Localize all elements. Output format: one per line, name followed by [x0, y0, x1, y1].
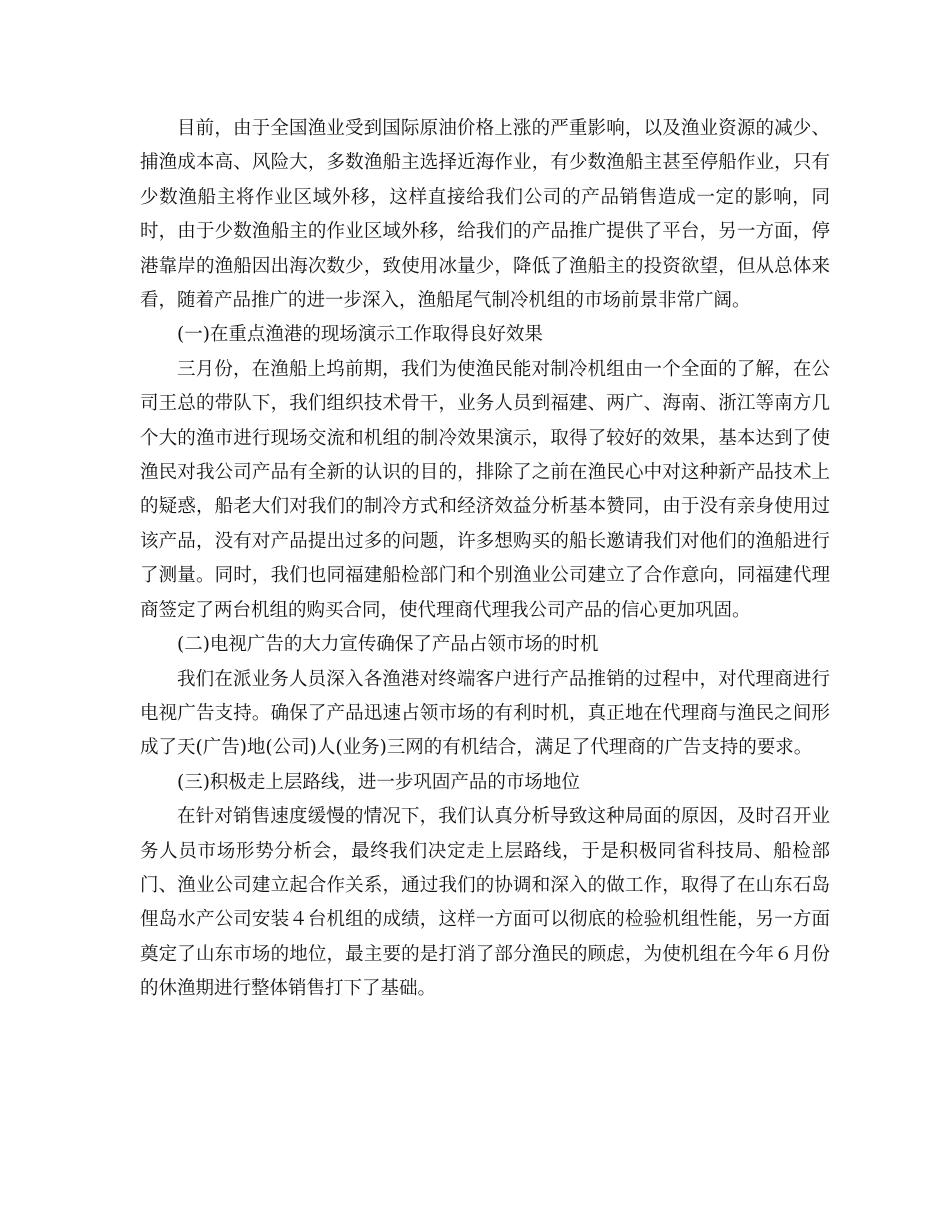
heading-tv-advertising: (二)电视广告的大力宣传确保了产品占领市场的时机 [177, 634, 599, 656]
paragraph-market-outlook: 目前，由于全国渔业受到国际原油价格上涨的严重影响，以及渔业资源的减少、捕渔成本高、风险大，多数渔船主选择近海作业，有少数渔船主甚至停船作业，只有少数渔船主将作业区域外移，这样直接给我们公司的产品销售造成一定的影响，同时，由于少数渔船主的作业区域外移，给我们的产品推广提供了平台，另一方面，停港靠岸的渔船因出海次数少，致使用冰量少，降低了渔船主的投资欲望，但从总体来看，随着产品推广的进一步深入，渔船尾气制冷机组的市场前景非常广阔。 [140, 118, 830, 312]
paragraph-demo-work: 三月份，在渔船上坞前期，我们为使渔民能对制冷机组由一个全面的了解，在公司王总的带队下，我们组织技术骨干，业务人员到福建、两广、海南、浙江等南方几个大的渔市进行现场交流和机组的制冷效果演示，取得了较好的效果，基本达到了使渔民对我公司产品有全新的认识的目的，排除了之前在渔民心中对这种新产品技术上的疑惑，船老大们对我们的制冷方式和经济效益分析基本赞同，由于没有亲身使用过该产品，没有对产品提出过多的问题，许多想购买的船长邀请我们对他们的渔船进行了测量。同时，我们也同福建船检部门和个别渔业公司建立了合作意向，同福建代理商签定了两台机组的购买合同，使代理商代理我公司产品的信心更加巩固。 [140, 358, 830, 621]
document-body [140, 112, 830, 1007]
heading-upper-level-route: (三)积极走上层路线，进一步巩固产品的市场地位 [177, 771, 580, 793]
paragraph-tv-advertising: 我们在派业务人员深入各渔港对终端客户进行产品推销的过程中，对代理商进行电视广告支持。确保了产品迅速占领市场的有利时机，真正地在代理商与渔民之间形成了天(广告)地(公司)人(业务)三网的有机结合，满足了代理商的广告支持的要求。 [140, 668, 830, 759]
paragraph-upper-level-route: 在针对销售速度缓慢的情况下，我们认真分析导致这种局面的原因，及时召开业务人员市场形势分析会，最终我们决定走上层路线，于是积极同省科技局、船检部门、渔业公司建立起合作关系，通过我们的协调和深入的做工作，取得了在山东石岛俚岛水产公司安装４台机组的成绩，这样一方面可以彻底的检验机组性能，另一方面奠定了山东市场的地位，最主要的是打消了部分渔民的顾虑，为使机组在今年６月份的休渔期进行整体销售打下了基础。 [140, 806, 830, 1000]
heading-demo-work: (一)在重点渔港的现场演示工作取得良好效果 [177, 324, 543, 346]
